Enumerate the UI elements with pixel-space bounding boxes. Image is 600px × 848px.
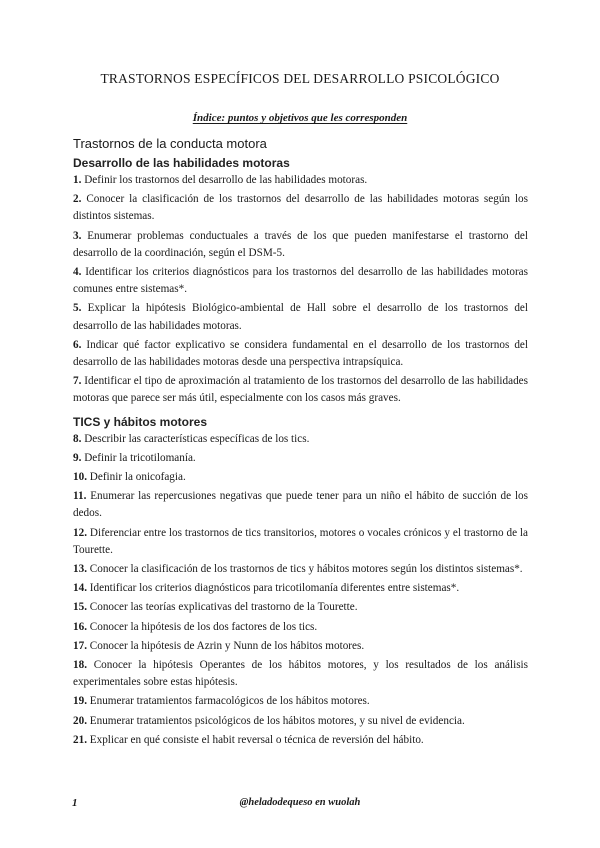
objective-item <box>73 488 528 522</box>
objective-number: 16. <box>73 620 87 633</box>
objective-item <box>73 713 528 730</box>
objective-text: Conocer la hipótesis de los dos factores de los tics. <box>89 620 318 633</box>
objective-text: Identificar los criterios diagnósticos para tricotilomanía diferentes entre sistemas*. <box>89 582 460 595</box>
objective-text: Conocer las teorías explicativas del trastorno de la Tourette. <box>89 601 358 614</box>
objective-number: 7. <box>73 375 82 388</box>
page-footer <box>0 797 600 813</box>
objective-item <box>73 619 528 636</box>
objective-number: 15. <box>73 601 87 614</box>
objective-text: Conocer la clasificación de los trastornos de tics y hábitos motores según los distintos sistemas*. <box>89 563 523 576</box>
objective-number: 12. <box>73 526 87 539</box>
index-subtitle: Índice: puntos y objetivos que les corresponden <box>192 112 408 124</box>
objective-number: 9. <box>73 451 82 464</box>
subsection-heading: Desarrollo de las habilidades motoras <box>73 156 290 170</box>
objective-item <box>73 732 528 749</box>
section-title: Trastornos de la conducta motora <box>73 136 267 151</box>
objective-item <box>73 373 528 407</box>
objective-item <box>73 300 528 334</box>
objective-item <box>73 580 528 597</box>
objective-number: 5. <box>73 302 82 315</box>
page-number: 1 <box>72 797 78 809</box>
objective-text: Conocer la hipótesis de Azrin y Nunn de los hábitos motores. <box>89 639 365 652</box>
objective-text: Definir los trastornos del desarrollo de las habilidades motoras. <box>84 174 368 186</box>
objective-number: 10. <box>73 471 87 484</box>
objective-text: Conocer la hipótesis Operantes de los hábitos motores, y los resultados de los análisis experimentales sobre estas hipótesis. <box>73 659 529 689</box>
footer-credit: @heladodequeso en wuolah <box>239 797 361 808</box>
objective-text: Explicar la hipótesis Biológico-ambiental de Hall sobre el desarrollo de los trastornos del desarrollo de las habilidades motoras. <box>73 302 528 332</box>
objective-number: 4. <box>73 266 82 279</box>
objective-number: 14. <box>73 582 87 595</box>
objective-number: 13. <box>73 563 87 576</box>
objective-number: 21. <box>73 733 87 746</box>
objective-number: 1. <box>73 174 82 186</box>
objective-item <box>73 431 528 448</box>
objective-text: Diferenciar entre los trastornos de tics transitorios, motores o vocales crónicos y el trastorno de la Tourette. <box>73 526 528 556</box>
objective-text: Enumerar las repercusiones negativas que puede tener para un niño el hábito de succión de los dedos. <box>73 490 528 520</box>
objective-number: 17. <box>73 639 87 652</box>
document-title: TRASTORNOS ESPECÍFICOS DEL DESARROLLO PSICOLÓGICO <box>100 71 500 86</box>
subsection-heading: TICS y hábitos motores <box>73 414 208 429</box>
objective-text: Identificar los criterios diagnósticos para los trastornos del desarrollo de las habilidades motoras comunes entre sistemas*. <box>73 266 528 296</box>
objective-number: 8. <box>73 432 82 445</box>
objective-item <box>73 638 528 655</box>
objective-text: Definir la onicofagia. <box>89 471 186 484</box>
objective-text: Identificar el tipo de aproximación al tratamiento de los trastornos del desarrollo de las habilidades motoras que parece ser más útil, especialmente con los casos más graves. <box>73 375 529 405</box>
objective-item <box>73 191 528 225</box>
objective-number: 2. <box>73 193 82 206</box>
objective-number: 19. <box>73 695 87 708</box>
objective-text: Definir la tricotilomanía. <box>84 451 196 464</box>
objective-item <box>73 264 528 298</box>
objective-text: Enumerar tratamientos farmacológicos de los hábitos motores. <box>89 695 370 708</box>
objective-item <box>73 561 528 578</box>
objective-number: 18. <box>73 659 87 672</box>
objective-text: Explicar en qué consiste el habit reversal o técnica de reversión del hábito. <box>89 733 424 746</box>
objective-item <box>73 172 528 189</box>
objective-item <box>73 657 528 691</box>
objective-text: Enumerar tratamientos psicológicos de los hábitos motores, y su nivel de evidencia. <box>89 714 465 727</box>
objective-number: 6. <box>73 338 82 351</box>
objective-item <box>73 228 528 262</box>
objective-text: Enumerar problemas conductuales a través de los que pueden manifestarse el trastorno del desarrollo de la coordinación, según el DSM-5. <box>73 229 529 259</box>
objective-item <box>73 599 528 616</box>
subsections-container <box>73 156 528 749</box>
objective-number: 20. <box>73 714 87 727</box>
objective-text: Indicar qué factor explicativo se considera fundamental en el desarrollo de los trastornos del desarrollo de las habilidades motoras desde una perspectiva intrapsíquica. <box>73 338 528 369</box>
content-area <box>73 136 528 751</box>
objective-number: 3. <box>73 229 82 242</box>
objective-text: Conocer la clasificación de los trastornos del desarrollo de las habilidades motoras según los distintos sistemas. <box>73 193 528 223</box>
objective-item <box>73 693 528 710</box>
objective-item <box>73 469 528 486</box>
objective-item <box>73 525 528 559</box>
objective-text: Describir las características específicas de los tics. <box>84 432 310 445</box>
objective-number: 11. <box>73 490 87 503</box>
objective-item <box>73 337 528 371</box>
objective-item <box>73 450 528 467</box>
